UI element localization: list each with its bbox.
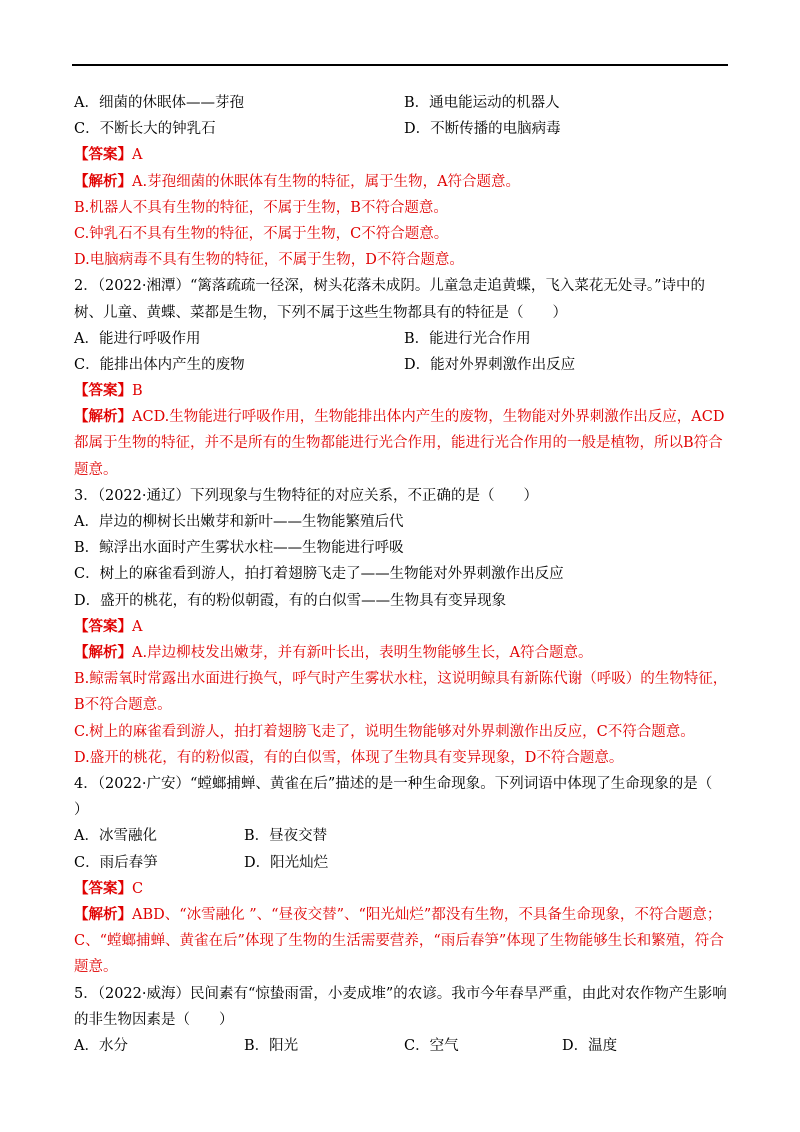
q5-stem: 5．（2022·威海）民间素有“惊蛰雨雷，小麦成堆”的农谚。我市今年春旱严重，由此对农作物产生影响的非生物因素是（ ）	[74, 985, 727, 1028]
q4-analysis-1	[74, 902, 728, 928]
q5-options-row	[74, 1033, 728, 1059]
q3-option-c: C．树上的麻雀看到游人，拍打着翅膀飞走了——生物能对外界刺激作出反应	[74, 566, 564, 583]
answer-label: 【答案】	[74, 617, 132, 635]
q5-option-d: D．温度	[562, 1037, 618, 1054]
q1-analysis-1	[74, 169, 728, 195]
analysis-label: 【解析】	[74, 408, 132, 426]
header-rule	[72, 64, 728, 66]
q1-analysis-text-1: A.芽孢细菌的休眠体有生物的特征，属于生物，A符合题意。	[132, 173, 521, 190]
q1-analysis-4: D.电脑病毒不具有生物的特征，不属于生物，D不符合题意。	[74, 252, 464, 269]
q3-answer-value: A	[132, 618, 143, 635]
q4-option-c: C．雨后春笋	[74, 854, 158, 871]
answer-label: 【答案】	[74, 879, 132, 897]
answer-label: 【答案】	[74, 382, 132, 400]
q3-analysis-text-1: A.岸边柳枝发出嫩芽，并有新叶长出，表明生物能够生长，A符合题意。	[132, 645, 593, 662]
q3-option-b: B．鲸浮出水面时产生雾状水柱——生物能进行呼吸	[74, 540, 404, 557]
q4-analysis-2: C、“螳螂捕蝉、黄雀在后”体现了生物的生活需要营养，“雨后春笋”体现了生物能够生长和繁殖，符合题意。	[74, 933, 724, 976]
q3-analysis-4: D.盛开的桃花，有的粉似霞，有的白似雪，体现了生物具有变异现象，D不符合题意。	[74, 749, 624, 766]
q3-option-d: D．盛开的桃花，有的粉似朝霞，有的白似雪——生物具有变异现象	[74, 592, 507, 609]
q1-options-row-2	[74, 116, 728, 142]
q1-option-b: B．通电能运动的机器人	[404, 95, 560, 111]
q4-stem: 4．（2022·广安）“螳螂捕蝉、黄雀在后”描述的是一种生命现象。下列词语中体现了生命现象的是（ ）	[74, 775, 742, 819]
q2-option-d: D．能对外界刺激作出反应	[404, 356, 576, 373]
q4-option-d: D．阳光灿烂	[244, 854, 329, 871]
q1-answer	[74, 142, 728, 168]
q2-options-row-1	[74, 326, 728, 352]
q3-analysis-2: B.鲸需氧时常露出水面进行换气，呼气时产生雾状水柱，这说明鲸具有新陈代谢（呼吸）的生物特征，B不符合题意。	[74, 671, 728, 714]
q4-answer	[74, 876, 728, 902]
analysis-label: 【解析】	[74, 644, 132, 662]
q2-stem: 2．（2022·湘潭）“篱落疏疏一径深，树头花落未成阴。儿童急走追黄蝶，飞入菜花无处寻。”诗中的树、儿童、黄蝶、菜都是生物，下列不属于这些生物都具有的特征是（ ）	[74, 278, 706, 321]
q4-analysis-text-1: ABD、“冰雪融化 ”、“昼夜交替”、“阳光灿烂”都没有生物，不具备生命现象，不符合题意；	[132, 906, 722, 923]
q2-option-c: C．能排出体内产生的废物	[74, 356, 245, 373]
q1-analysis-2: B.机器人不具有生物的特征，不属于生物，B不符合题意。	[74, 199, 448, 216]
content	[74, 90, 742, 1059]
q5-option-c: C．空气	[404, 1037, 459, 1054]
q2-analysis-text: ACD.生物能进行呼吸作用，生物能排出体内产生的废物，生物能对外界刺激作出反应，ACD都属于生物的特征，并不是所有的生物都能进行光合作用，能进行光合作用的一般是植物，所以B符合题意。	[74, 409, 725, 478]
q2-option-b: B．能进行光合作用	[404, 330, 531, 347]
q1-option-d: D．不断传播的电脑病毒	[404, 121, 561, 138]
q1-analysis-3: C.钟乳石不具有生物的特征，不属于生物，C不符合题意。	[74, 225, 449, 242]
q4-option-b: B．昼夜交替	[244, 828, 328, 845]
q3-answer	[74, 614, 728, 640]
q1-options-row-1	[74, 90, 728, 116]
q2-option-a: A．能进行呼吸作用	[74, 330, 201, 347]
q5-option-a: A．水分	[74, 1037, 128, 1054]
q2-options-row-2	[74, 352, 728, 378]
q2-analysis	[74, 404, 728, 483]
q2-answer	[74, 378, 728, 404]
q3-analysis-1	[74, 640, 728, 666]
q3-stem: 3．（2022·通辽）下列现象与生物特征的对应关系，不正确的是（ ）	[74, 487, 538, 504]
q3-option-a: A．岸边的柳树长出嫩芽和新叶——生物能繁殖后代	[74, 514, 404, 531]
q4-answer-value: C	[132, 880, 144, 897]
answer-label: 【答案】	[74, 146, 132, 164]
q1-answer-value: A	[132, 147, 143, 164]
q1-option-c: C．不断长大的钟乳石	[74, 121, 216, 138]
q4-options-row-2	[74, 850, 728, 876]
q1-option-a: A．细菌的休眠体——芽孢	[74, 95, 244, 111]
analysis-label: 【解析】	[74, 172, 132, 190]
analysis-label: 【解析】	[74, 905, 132, 923]
q4-options-row-1	[74, 823, 728, 849]
q3-analysis-3: C.树上的麻雀看到游人，拍打着翅膀飞走了，说明生物能够对外界刺激作出反应，C不符合题意。	[74, 723, 695, 740]
q4-option-a: A．冰雪融化	[74, 828, 157, 845]
q2-answer-value: B	[132, 383, 143, 400]
q5-option-b: B．阳光	[244, 1037, 299, 1054]
